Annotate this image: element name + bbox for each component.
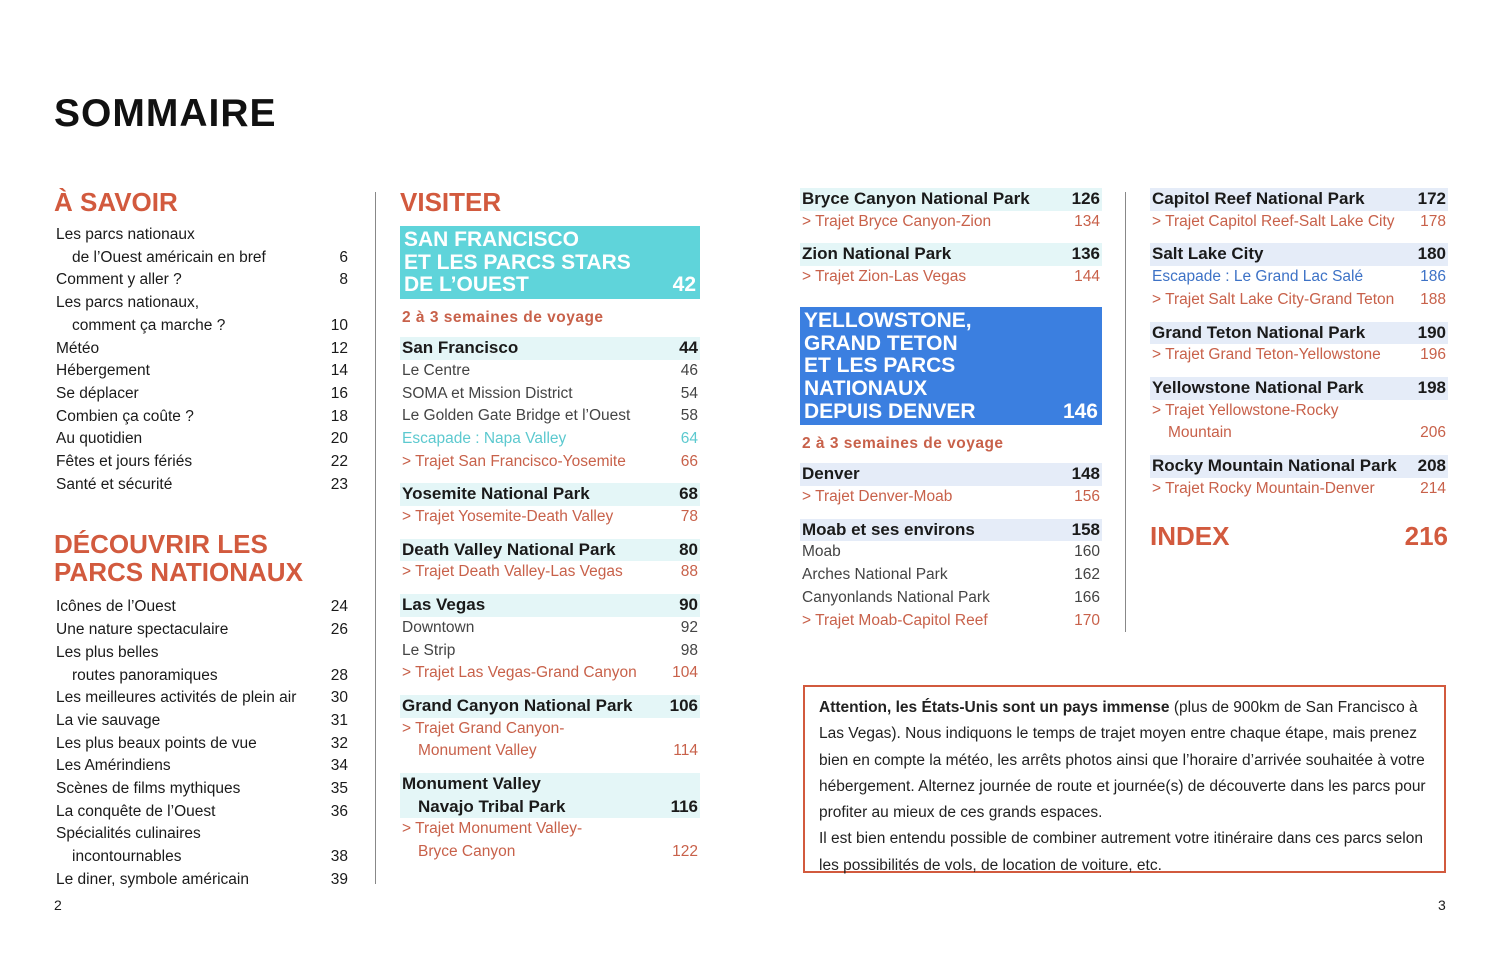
toc-entry-title (402, 773, 565, 818)
toc-page-number: 188 (1420, 290, 1446, 308)
toc-entry[interactable] (1150, 289, 1448, 312)
toc-entry[interactable] (54, 596, 350, 619)
index-label: INDEX (1150, 521, 1230, 552)
toc-entry-title (56, 596, 176, 619)
toc-entry-line: Moab (802, 543, 841, 561)
toc-entry[interactable] (54, 687, 350, 710)
toc-entry[interactable] (400, 818, 700, 863)
index-entry[interactable] (1150, 522, 1448, 550)
toc-entry-line: Yellowstone National Park (1152, 377, 1364, 397)
toc-entry-line: > Trajet Rocky Mountain-Denver (1152, 479, 1375, 497)
toc-page-number: 104 (672, 664, 698, 682)
toc-page-number: 68 (679, 484, 698, 504)
toc-entry[interactable] (1150, 344, 1448, 367)
toc-entry-line: Les parcs nationaux (56, 226, 195, 243)
toc-page-number: 134 (1074, 212, 1100, 230)
toc-entry[interactable] (1150, 400, 1448, 445)
toc-entry-line: Monument Valley (402, 774, 541, 794)
toc-page-number: 26 (330, 621, 348, 639)
toc-entry-title (1152, 289, 1394, 312)
toc-entry[interactable] (400, 383, 700, 406)
toc-entry[interactable] (54, 428, 350, 451)
toc-entry-line: Arches National Park (802, 566, 948, 584)
toc-entry-title (1152, 211, 1395, 234)
toc-entry[interactable] (1150, 211, 1448, 234)
toc-entry[interactable] (800, 519, 1102, 542)
notice-text-2: Il est bien entendu possible de combiner autrement votre itinéraire dans ces parcs selon les possibilités de vols, de location de voiture, etc. (819, 830, 1423, 874)
toc-entry-line: Hébergement (56, 362, 150, 380)
toc-entry-title (802, 564, 948, 587)
toc-entry-title (56, 292, 225, 337)
column-divider (1125, 192, 1126, 632)
toc-entry[interactable] (1150, 478, 1448, 501)
toc-page-number: 38 (330, 848, 348, 866)
toc-entry[interactable] (54, 778, 350, 801)
toc-page-number: 64 (680, 429, 698, 447)
toc-page-number: 44 (679, 338, 698, 358)
toc-page-number: 126 (1071, 189, 1100, 208)
toc-page-number: 90 (679, 595, 698, 615)
toc-entry[interactable] (54, 338, 350, 361)
toc-page-number: 98 (680, 641, 698, 659)
section-heading-line: DÉCOUVRIR LES (54, 529, 268, 560)
toc-entry-title (56, 383, 139, 406)
chapter-banner[interactable] (400, 226, 700, 299)
toc-entry[interactable] (800, 541, 1102, 564)
toc-entry-line: Monument Valley (418, 742, 537, 760)
toc-entry-line: comment ça marche ? (72, 316, 226, 334)
chapter-title-line: DE L’OUEST (404, 273, 529, 297)
toc-entry[interactable] (400, 773, 700, 818)
toc-entry-title (402, 451, 626, 474)
toc-entry-line: SOMA et Mission District (402, 384, 573, 402)
toc-entry-title (56, 360, 150, 383)
toc-entry-title (56, 338, 99, 361)
toc-column-visiter-cont (800, 188, 1102, 632)
toc-entry-title (56, 428, 142, 451)
section-heading (54, 188, 350, 216)
toc-entry-line: Moab et ses environs (802, 519, 975, 539)
toc-entry-line: > Trajet Death Valley-Las Vegas (402, 563, 623, 581)
toc-entry[interactable] (54, 383, 350, 406)
toc-entry-line: Denver (802, 464, 860, 484)
notice-bold: Attention, les États-Unis sont un pays immense (819, 699, 1170, 716)
section-heading-line: VISITER (400, 187, 502, 217)
toc-entry[interactable] (54, 406, 350, 429)
toc-entry[interactable] (1150, 377, 1448, 400)
toc-entry-title (402, 695, 633, 718)
toc-entry[interactable] (400, 405, 700, 428)
section-heading-line: PARCS NATIONAUX (54, 557, 303, 588)
toc-entry[interactable] (1150, 243, 1448, 266)
toc-entry-title (56, 451, 192, 474)
toc-entry-line: Au quotidien (56, 430, 143, 448)
toc-entry[interactable] (400, 337, 700, 360)
toc-entry-line: > Trajet Yellowstone-Rocky (1152, 401, 1339, 419)
toc-entry-line: Canyonlands National Park (802, 588, 990, 606)
toc-entry-line: > Trajet Denver-Moab (802, 488, 953, 506)
toc-page-number: 8 (339, 271, 348, 289)
toc-page-number: 54 (680, 384, 698, 402)
toc-entry-title (402, 337, 518, 360)
toc-entry-line: Capitol Reef National Park (1152, 189, 1365, 208)
toc-entry-line: Se déplacer (56, 384, 139, 402)
section-heading (54, 530, 350, 586)
toc-entry[interactable] (400, 695, 700, 718)
toc-entry-line: Fêtes et jours fériés (56, 453, 193, 471)
toc-entry-line: Spécialités culinaires (56, 825, 201, 843)
toc-entry-title (56, 710, 160, 733)
toc-entry-line: Mountain (1168, 424, 1232, 442)
toc-entry[interactable] (400, 360, 700, 383)
toc-entry[interactable] (400, 451, 700, 474)
toc-page-number: 36 (330, 802, 348, 820)
toc-entry-title (1152, 188, 1365, 211)
toc-entry-line: Combien ça coûte ? (56, 407, 194, 425)
toc-column-a-savoir (54, 188, 350, 892)
toc-entry-line: Les meilleures activités de plein air (56, 689, 297, 707)
toc-page-number: 66 (680, 452, 698, 470)
toc-page-number: 31 (330, 711, 348, 729)
toc-entry-title (56, 474, 172, 497)
toc-entry-title (1152, 377, 1364, 400)
toc-page-number: 16 (330, 384, 348, 402)
toc-page-number: 32 (330, 734, 348, 752)
section-heading-line: À SAVOIR (54, 187, 178, 217)
chapter-title-line: ET LES PARCS STARS (404, 250, 631, 274)
toc-page-number: 28 (330, 666, 348, 684)
toc-page-number: 116 (670, 796, 698, 816)
toc-entry-line: Les Amérindiens (56, 757, 171, 775)
toc-entry-line: Météo (56, 339, 100, 357)
toc-entry-line: Comment y aller ? (56, 271, 182, 289)
toc-entry-title (802, 587, 990, 610)
toc-page-number: 136 (1071, 244, 1100, 264)
toc-entry-title (802, 243, 951, 266)
toc-page-number: 14 (330, 362, 348, 380)
toc-page-number: 34 (330, 757, 348, 775)
toc-entry-title (402, 483, 590, 506)
toc-entry[interactable] (54, 710, 350, 733)
toc-entry[interactable] (400, 561, 700, 584)
toc-page-number: 39 (330, 870, 348, 888)
toc-page-number: 180 (1417, 244, 1446, 264)
toc-entry-line: Salt Lake City (1152, 244, 1264, 264)
toc-entry-line: > Trajet Grand Canyon- (402, 719, 565, 737)
toc-entry[interactable] (800, 587, 1102, 610)
toc-entry-line: Le Centre (402, 361, 471, 379)
toc-entry-title (56, 869, 249, 892)
toc-entry-title (1152, 344, 1381, 367)
trip-duration-tagline: 2 à 3 semaines de voyage (802, 435, 1004, 453)
toc-entry-line: > Trajet Moab-Capitol Reef (802, 611, 988, 629)
toc-page-number: 148 (1071, 464, 1100, 484)
notice-text: (plus de 900km de San Francisco à Las Vegas). Nous indiquons le temps de trajet moyen entre chaque étape, mais prenez bien en compte la météo, les arrêts photos ainsi que l’horaire d’arrivée souhaitée à votre hébergement. Alternez journée de route et journée(s) de découverte dans les parcs pour profiter au mieux de ces grands espaces. (819, 699, 1426, 822)
toc-entry[interactable] (1150, 455, 1448, 478)
toc-entry[interactable] (54, 224, 350, 269)
toc-entry[interactable] (400, 428, 700, 451)
toc-entry-line: > Trajet Salt Lake City-Grand Teton (1152, 290, 1395, 308)
toc-entry-title (56, 801, 215, 824)
toc-entry-title (802, 463, 860, 486)
toc-entry-line: Les plus belles (56, 643, 159, 661)
toc-entry-line: Le Strip (402, 641, 456, 659)
toc-entry-title (1152, 478, 1375, 501)
toc-page-number: 30 (330, 689, 348, 707)
toc-entry-title (402, 383, 573, 406)
toc-entry-line: > Trajet San Francisco-Yosemite (402, 452, 626, 470)
toc-entry-line: Escapade : Le Grand Lac Salé (1152, 268, 1364, 286)
toc-entry[interactable] (400, 594, 700, 617)
toc-page-number: 114 (673, 742, 698, 760)
toc-entry-title (402, 594, 485, 617)
toc-entry-line: > Trajet Yosemite-Death Valley (402, 508, 614, 526)
toc-entry[interactable] (1150, 322, 1448, 345)
toc-entry[interactable] (800, 610, 1102, 633)
toc-page-number: 214 (1420, 479, 1446, 497)
toc-entry-title (802, 266, 966, 289)
chapter-page-number: 42 (672, 273, 696, 297)
toc-entry-line: Les parcs nationaux, (56, 294, 200, 312)
toc-page-number: 186 (1420, 268, 1446, 286)
toc-page-number: 206 (1420, 424, 1446, 442)
toc-entry-line: Death Valley National Park (402, 539, 616, 559)
toc-entry-title (402, 506, 613, 529)
toc-entry-title (402, 718, 564, 763)
toc-entry[interactable] (54, 360, 350, 383)
toc-entry-title (402, 662, 637, 685)
toc-entry-title (56, 269, 182, 292)
toc-entry-line: Les plus beaux points de vue (56, 734, 257, 752)
toc-page-number: 160 (1074, 543, 1100, 561)
page-number-right: 3 (1438, 897, 1446, 913)
toc-page-number: 122 (672, 843, 698, 861)
toc-entry-line: Icônes de l’Ouest (56, 598, 176, 616)
toc-page-number: 46 (680, 361, 698, 379)
toc-entry-title (802, 519, 975, 542)
toc-entry-line: > Trajet Zion-Las Vegas (802, 268, 967, 286)
toc-entry[interactable] (400, 539, 700, 562)
toc-entry-title (1152, 322, 1365, 345)
toc-entry[interactable] (400, 617, 700, 640)
toc-entry-title (402, 818, 582, 863)
toc-entry-title (402, 640, 455, 663)
toc-entry[interactable] (54, 451, 350, 474)
toc-page-number: 208 (1417, 456, 1446, 476)
toc-page-number: 92 (680, 618, 698, 636)
toc-page-number: 162 (1074, 566, 1100, 584)
toc-entry-line: La conquête de l’Ouest (56, 802, 216, 820)
toc-entry-line: > Trajet Grand Teton-Yellowstone (1152, 346, 1381, 364)
toc-entry-line: incontournables (72, 848, 182, 866)
toc-entry-line: > Trajet Las Vegas-Grand Canyon (402, 664, 637, 682)
toc-entry[interactable] (54, 755, 350, 778)
toc-entry[interactable] (800, 188, 1102, 211)
toc-entry[interactable] (54, 733, 350, 756)
toc-page-number: 88 (680, 563, 698, 581)
page-title: SOMMAIRE (54, 92, 277, 135)
toc-entry-title (56, 823, 201, 868)
toc-page-number: 144 (1074, 268, 1100, 286)
chapter-title-line: SAN FRANCISCO (404, 228, 580, 251)
toc-entry-line: Navajo Tribal Park (418, 796, 566, 816)
toc-entry-line: Scènes de films mythiques (56, 780, 241, 798)
toc-entry-title (802, 188, 1030, 211)
toc-entry-title (1152, 400, 1339, 445)
toc-entry-line: > Trajet Capitol Reef-Salt Lake City (1152, 212, 1395, 230)
toc-column-visiter (400, 188, 700, 864)
toc-entry-title (402, 405, 630, 428)
toc-entry-line: Yosemite National Park (402, 484, 590, 504)
toc-entry-line: Escapade : Napa Valley (402, 429, 567, 447)
toc-page-number: 35 (330, 780, 348, 798)
toc-entry[interactable] (54, 474, 350, 497)
toc-page-number: 166 (1074, 588, 1100, 606)
toc-entry[interactable] (54, 292, 350, 337)
toc-entry-line: Zion National Park (802, 244, 952, 264)
toc-entry[interactable] (800, 564, 1102, 587)
toc-entry-title (56, 642, 218, 687)
chapter-title-line: DEPUIS DENVER (804, 399, 976, 423)
toc-page-number: 24 (330, 598, 348, 616)
toc-entry[interactable] (1150, 188, 1448, 211)
chapter-title (804, 310, 1063, 424)
toc-entry[interactable] (800, 266, 1102, 289)
toc-entry-line: Grand Canyon National Park (402, 695, 633, 715)
toc-page-number: 22 (330, 453, 348, 471)
toc-page-number: 198 (1417, 377, 1446, 397)
trip-duration-tagline: 2 à 3 semaines de voyage (402, 309, 604, 327)
toc-entry-line: > Trajet Monument Valley- (402, 820, 583, 838)
toc-entry[interactable] (400, 662, 700, 685)
chapter-title-line: ET LES PARCS NATIONAUX (804, 354, 956, 400)
toc-entry[interactable] (54, 269, 350, 292)
toc-entry-title (56, 778, 240, 801)
toc-entry-title (802, 211, 991, 234)
toc-entry-title (56, 406, 194, 429)
toc-entry[interactable] (400, 483, 700, 506)
toc-page-number: 190 (1417, 322, 1446, 342)
toc-page-number: 170 (1074, 611, 1100, 629)
toc-entry-title (56, 687, 296, 710)
toc-entry[interactable] (54, 619, 350, 642)
toc-entry-title (402, 539, 616, 562)
toc-entry[interactable] (800, 486, 1102, 509)
toc-entry-line: > Trajet Bryce Canyon-Zion (802, 212, 992, 230)
index-page-number: 216 (1404, 521, 1448, 552)
toc-entry[interactable] (400, 640, 700, 663)
toc-entry-line: Bryce Canyon National Park (802, 189, 1030, 208)
toc-entry-line: Bryce Canyon (418, 843, 516, 861)
toc-entry-line: Santé et sécurité (56, 475, 173, 493)
toc-entry-line: San Francisco (402, 338, 519, 358)
toc-entry-title (1152, 243, 1264, 266)
toc-entry-title (1152, 455, 1397, 478)
toc-page-number: 12 (330, 339, 348, 357)
toc-entry-line: Le diner, symbole américain (56, 870, 249, 888)
chapter-title (404, 229, 631, 297)
toc-entry-line: Las Vegas (402, 595, 486, 615)
chapter-banner[interactable] (800, 307, 1102, 426)
toc-entry[interactable] (800, 211, 1102, 234)
page-number-left: 2 (54, 897, 62, 913)
toc-page-number: 78 (680, 508, 698, 526)
toc-entry[interactable] (800, 463, 1102, 486)
toc-page-number: 58 (680, 407, 698, 425)
toc-entry-title (56, 733, 257, 756)
toc-entry-title (1152, 266, 1363, 289)
toc-page-number: 196 (1420, 346, 1446, 364)
toc-entry-line: Rocky Mountain National Park (1152, 456, 1397, 476)
toc-page-number: 10 (330, 316, 348, 334)
toc-entry[interactable] (800, 243, 1102, 266)
toc-page-number: 158 (1071, 519, 1100, 539)
toc-entry-line: Grand Teton National Park (1152, 322, 1366, 342)
toc-page-number: 80 (679, 539, 698, 559)
toc-entry-title (56, 224, 266, 269)
toc-entry-line: Downtown (402, 618, 475, 636)
toc-entry-title (802, 541, 841, 564)
toc-entry-title (402, 561, 623, 584)
toc-page-number: 178 (1420, 212, 1446, 230)
toc-entry[interactable] (1150, 266, 1448, 289)
toc-page-number: 172 (1417, 189, 1446, 208)
toc-entry[interactable] (54, 869, 350, 892)
chapter-title-line: YELLOWSTONE, (804, 308, 972, 332)
toc-entry-title (402, 428, 566, 451)
chapter-page-number: 146 (1062, 399, 1098, 423)
travel-notice-box (803, 685, 1446, 873)
toc-page-number: 6 (339, 248, 348, 266)
toc-entry-title (802, 610, 988, 633)
toc-entry-title (56, 755, 171, 778)
toc-entry-line: Une nature spectaculaire (56, 621, 229, 639)
toc-entry-line: routes panoramiques (72, 666, 218, 684)
toc-page-number: 156 (1074, 488, 1100, 506)
toc-page-number: 18 (330, 407, 348, 425)
toc-page-number: 23 (330, 475, 348, 493)
toc-entry[interactable] (400, 506, 700, 529)
toc-entry-title (402, 617, 474, 640)
toc-entry[interactable] (54, 823, 350, 868)
toc-entry[interactable] (400, 718, 700, 763)
section-heading (400, 188, 700, 216)
toc-entry-line: La vie sauvage (56, 711, 161, 729)
toc-entry-line: Le Golden Gate Bridge et l’Ouest (402, 407, 631, 425)
toc-entry-title (56, 619, 228, 642)
column-divider (375, 192, 376, 884)
toc-entry-title (802, 486, 952, 509)
toc-page-number: 20 (330, 430, 348, 448)
toc-entry[interactable] (54, 801, 350, 824)
toc-entry-title (402, 360, 470, 383)
toc-page-number: 106 (669, 695, 698, 715)
chapter-title-line: GRAND TETON (804, 331, 958, 355)
toc-column-visiter-end (1150, 188, 1448, 558)
toc-entry[interactable] (54, 642, 350, 687)
toc-entry-line: de l’Ouest américain en bref (72, 248, 266, 266)
